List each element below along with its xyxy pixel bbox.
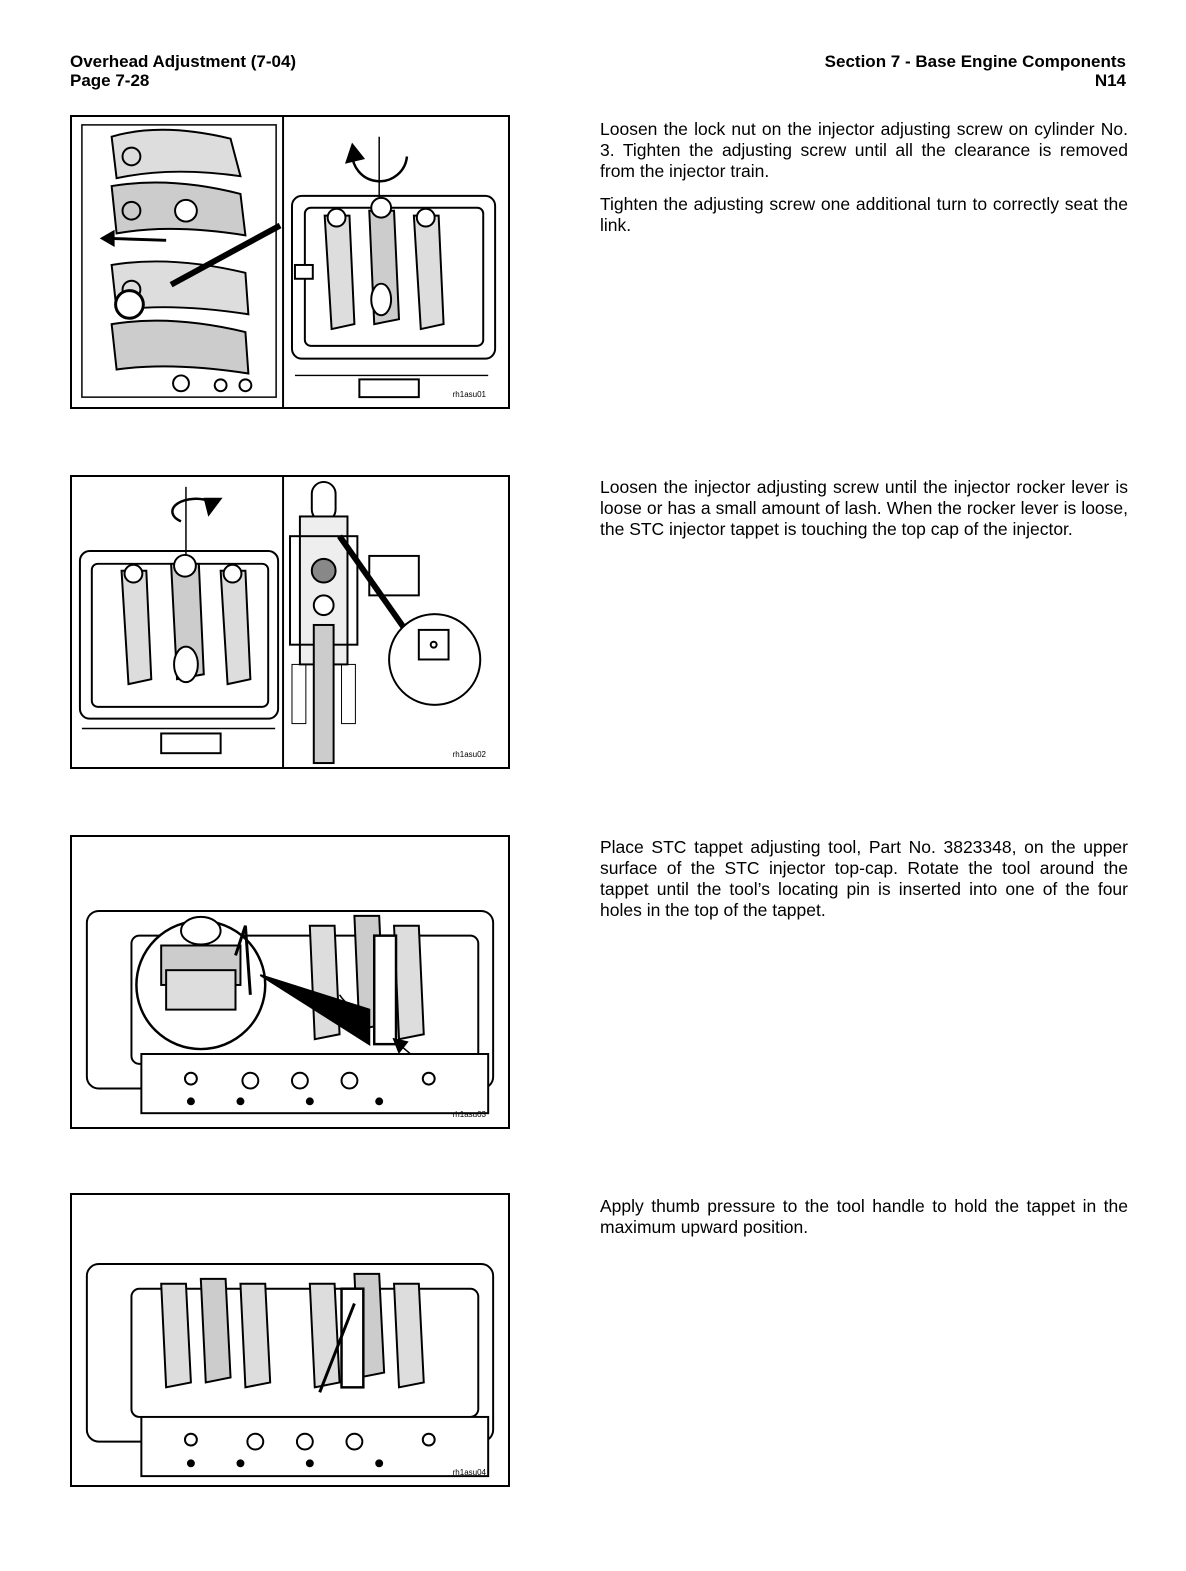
step-2-text (600, 477, 1128, 552)
step-4-paragraph-1: Apply thumb pressure to the tool handle to hold the tappet in the maximum upward position. (600, 1196, 1128, 1237)
figure-id-label: rh1asu04 (452, 1468, 486, 1477)
figure-id-label: rh1asu03 (452, 1110, 486, 1119)
page-header-left (70, 52, 296, 90)
chapter-title: Section 7 - Base Engine Components (824, 52, 1126, 71)
figure-1-illustration (70, 115, 510, 409)
figure-id-label: rh1asu01 (452, 390, 486, 399)
engine-drawing-2 (72, 477, 508, 767)
step-4-text (600, 1196, 1128, 1250)
step-3-paragraph-1: Place STC tappet adjusting tool, Part No. 3823348, on the upper surface of the STC injector top-cap. Rotate the tool around the tappet until the tool’s locating pin is inserted into one of the four holes in the top of the tappet. (600, 837, 1128, 920)
step-3-text (600, 837, 1128, 933)
engine-drawing-3 (72, 837, 508, 1127)
figure-3-illustration (70, 835, 510, 1129)
figure-id-label: rh1asu02 (452, 750, 486, 759)
step-1-text (600, 119, 1128, 248)
step-2-paragraph-1: Loosen the injector adjusting screw until the injector rocker lever is loose or has a small amount of lash. When the rocker lever is loose, the STC injector tappet is touching the top cap of the injector. (600, 477, 1128, 539)
engine-model: N14 (1094, 71, 1126, 90)
engine-drawing-4 (72, 1195, 508, 1485)
section-title: Overhead Adjustment (7-04) (70, 52, 297, 71)
figure-2-illustration (70, 475, 510, 769)
page-number: Page 7-28 (70, 71, 150, 90)
figure-4-illustration (70, 1193, 510, 1487)
step-1-paragraph-1: Loosen the lock nut on the injector adjusting screw on cylinder No. 3. Tighten the adjusting screw until all the clearance is removed from the injector train. (600, 119, 1128, 181)
engine-drawing-1 (72, 117, 508, 407)
step-1-paragraph-2: Tighten the adjusting screw one additional turn to correctly seat the link. (600, 194, 1128, 235)
page-header-right (825, 52, 1126, 90)
